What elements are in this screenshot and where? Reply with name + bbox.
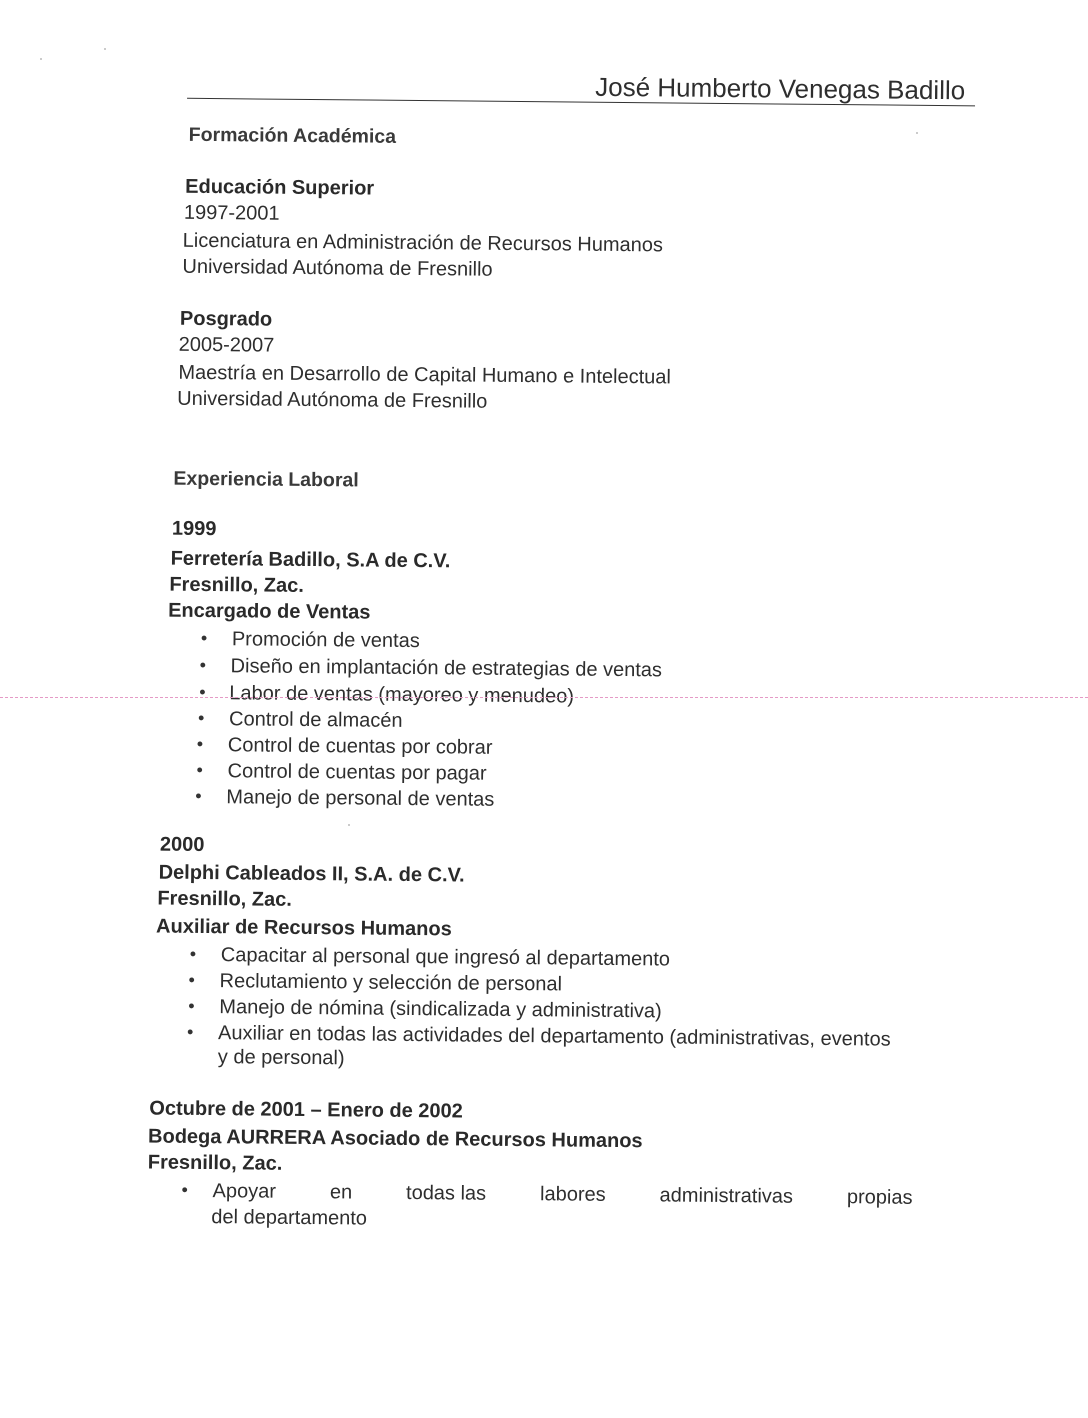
candidate-name: José Humberto Venegas Badillo — [595, 71, 966, 106]
bullet-icon: • — [196, 733, 204, 754]
education-superior-title: Educación Superior — [185, 175, 375, 200]
job-3-period: Octubre de 2001 – Enero de 2002 — [149, 1097, 463, 1123]
job-1-role: Encargado de Ventas — [168, 599, 371, 624]
job-1-location: Fresnillo, Zac. — [169, 573, 304, 597]
scan-speck — [916, 132, 918, 134]
scan-speck — [40, 58, 42, 60]
posgrado-school: Universidad Autónoma de Fresnillo — [177, 387, 488, 413]
scan-speck — [104, 48, 106, 50]
job-2-location: Fresnillo, Zac. — [157, 887, 292, 911]
education-superior-school: Universidad Autónoma de Fresnillo — [182, 255, 493, 281]
job-2-period: 2000 — [159, 833, 205, 857]
job-2-task-3: Manejo de nómina (sindicalizada y administrativa) — [219, 996, 662, 1023]
job-3-task-word: labores — [539, 1183, 606, 1206]
bullet-icon: • — [199, 654, 207, 676]
job-3-location: Fresnillo, Zac. — [147, 1151, 283, 1175]
posgrado-years: 2005-2007 — [178, 333, 275, 357]
job-1-company: Ferretería Badillo, S.A de C.V. — [170, 547, 451, 573]
job-3-task-1-line — [212, 1180, 912, 1210]
job-3-task-word: Apoyar — [212, 1180, 277, 1203]
job-3-task-1-cont: del departamento — [211, 1206, 368, 1230]
bullet-icon: • — [198, 707, 205, 728]
job-2-task-4-cont: y de personal) — [217, 1046, 345, 1070]
job-2-company: Delphi Cableados II, S.A. de C.V. — [158, 861, 465, 887]
posgrado-degree: Maestría en Desarrollo de Capital Humano e Intelectual — [178, 361, 671, 389]
job-3-task-word: administrativas — [659, 1184, 794, 1208]
posgrado-title: Posgrado — [179, 307, 273, 331]
bullet-icon: • — [200, 627, 208, 649]
job-1-task-4: Control de almacén — [229, 708, 403, 732]
job-1-task-2: Diseño en implantación de estrategias de ventas — [230, 655, 663, 682]
bullet-icon: • — [181, 1179, 188, 1200]
job-3-task-word: propias — [846, 1186, 913, 1209]
job-2-role: Auxiliar de Recursos Humanos — [156, 915, 452, 941]
job-1-task-6: Control de cuentas por pagar — [227, 760, 487, 785]
education-superior-years: 1997-2001 — [183, 201, 280, 225]
job-3-company: Bodega AURRERA Asociado de Recursos Humanos — [147, 1125, 643, 1153]
education-superior-degree: Licenciatura en Administración de Recursos Humanos — [182, 229, 664, 257]
bullet-icon: • — [199, 681, 206, 703]
job-1-task-3: Labor de ventas (mayoreo y menudeo) — [229, 682, 575, 708]
job-2-task-1: Capacitar al personal que ingresó al departamento — [220, 944, 671, 971]
bullet-icon: • — [188, 969, 196, 990]
scan-speck — [348, 824, 350, 826]
bullet-icon: • — [196, 759, 204, 780]
job-3-task-word: en — [329, 1181, 353, 1204]
job-1-task-5: Control de cuentas por cobrar — [227, 734, 493, 759]
job-1-task-7: Manejo de personal de ventas — [226, 786, 495, 811]
bullet-icon: • — [187, 1021, 194, 1042]
job-3-task-word: todas las — [405, 1181, 487, 1205]
job-1-period: 1999 — [171, 517, 217, 541]
job-2-task-4: Auxiliar en todas las actividades del departamento (administrativas, eventos — [217, 1022, 891, 1051]
section-title-formacion: Formación Académica — [188, 123, 397, 148]
bullet-icon: • — [195, 785, 202, 806]
job-1-task-1: Promoción de ventas — [231, 628, 420, 653]
bullet-icon: • — [189, 943, 197, 964]
section-title-experiencia: Experiencia Laboral — [173, 467, 359, 492]
job-2-task-2: Reclutamiento y selección de personal — [219, 970, 563, 996]
bullet-icon: • — [188, 995, 195, 1016]
scan-artifact-line — [0, 697, 1088, 698]
